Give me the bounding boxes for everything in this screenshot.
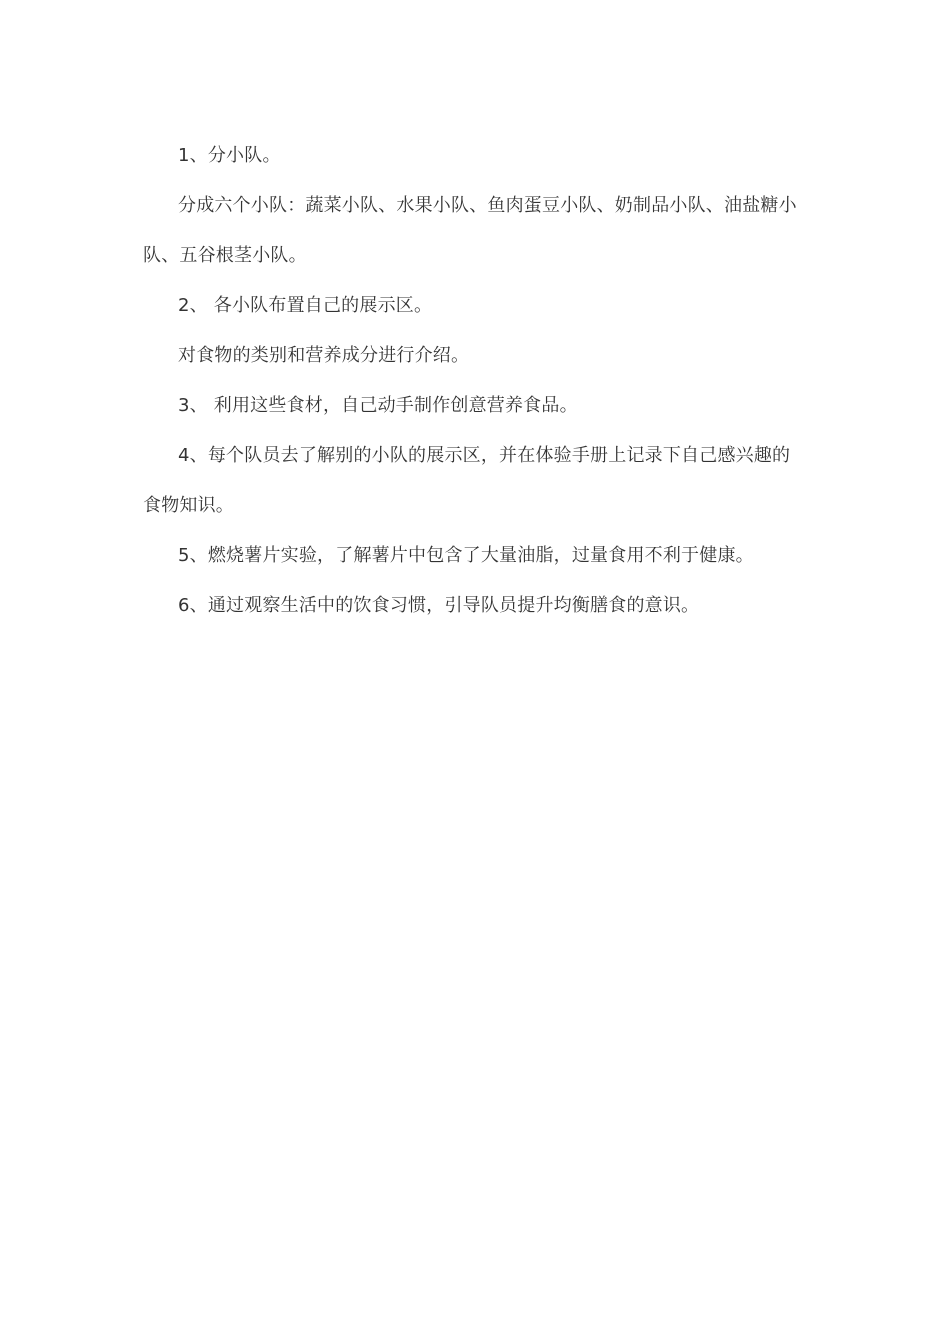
paragraph-step-6: 6、通过观察生活中的饮食习惯，引导队员提升均衡膳食的意识。 xyxy=(178,595,700,616)
paragraph-step-5: 5、燃烧薯片实验，了解薯片中包含了大量油脂，过量食用不利于健康。 xyxy=(178,545,754,566)
paragraph-introduction: 对食物的类别和营养成分进行介绍。 xyxy=(178,345,470,366)
paragraph-step-2: 2、 各小队布置自己的展示区。 xyxy=(178,295,433,316)
document-body xyxy=(143,131,805,631)
paragraph-step-1: 1、分小队。 xyxy=(178,145,281,166)
paragraph-step-4: 4、每个队员去了解别的小队的展示区，并在体验手册上记录下自己感兴趣的食物知识。 xyxy=(143,445,791,516)
paragraph-step-3: 3、 利用这些食材，自己动手制作创意营养食品。 xyxy=(178,395,578,416)
paragraph-team-list: 分成六个小队：蔬菜小队、水果小队、鱼肉蛋豆小队、奶制品小队、油盐糖小队、五谷根茎小队。 xyxy=(143,195,797,266)
